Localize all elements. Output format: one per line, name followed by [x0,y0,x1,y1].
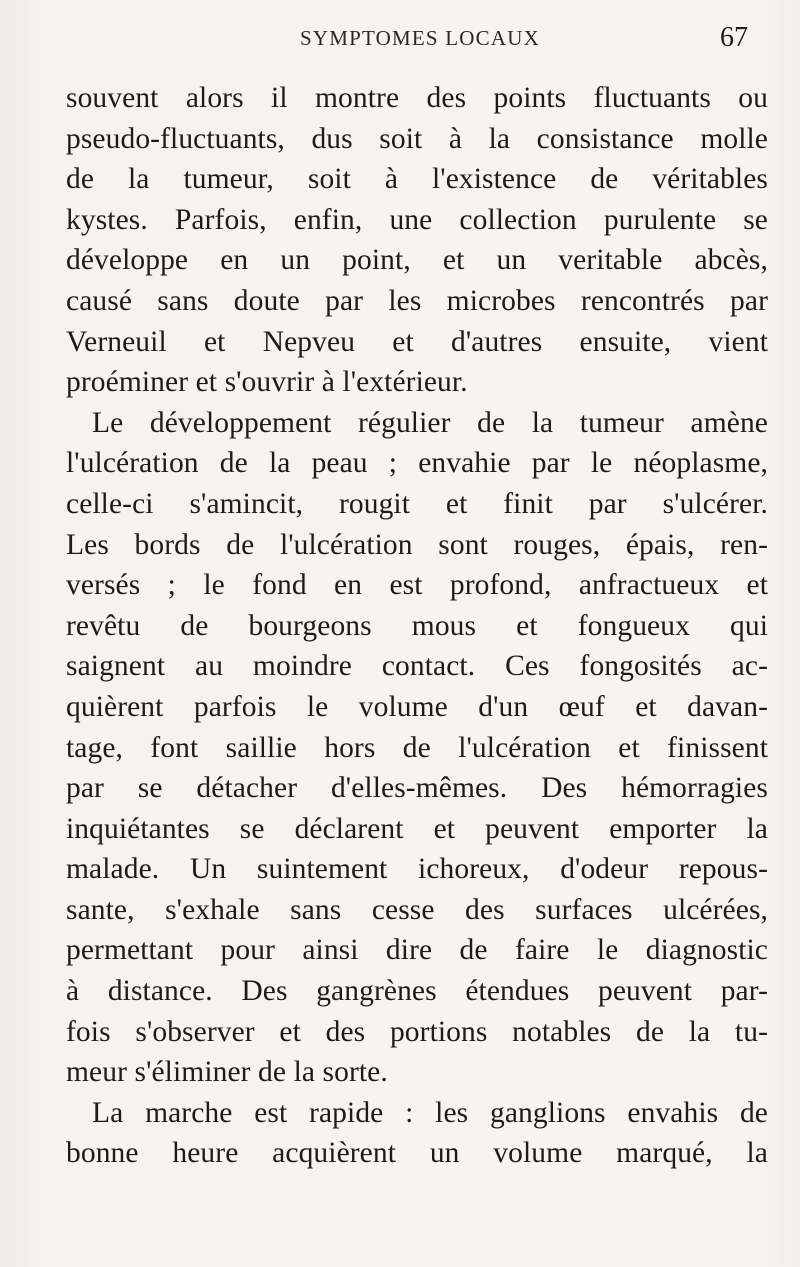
text-line: par se détacher d'elles-mêmes. Des hémorragies [66,772,768,805]
body-text [66,78,768,1174]
text-line: kystes. Parfois, enfin, une collection purulente se [66,203,768,236]
page-header [0,22,800,56]
text-line: versés ; le fond en est profond, anfractueux et [66,569,768,602]
text-line: de la tumeur, soit à l'existence de véritables [66,163,768,196]
text-line: malade. Un suintement ichoreux, d'odeur repous- [66,853,768,886]
text-line: souvent alors il montre des points fluctuants ou [66,82,768,114]
text-line: revêtu de bourgeons mous et fongueux qui [66,609,768,642]
text-line: sante, s'exhale sans cesse des surfaces ulcérées, [66,893,768,926]
paragraph-start-line: La marche est rapide : les ganglions envahis de [92,1096,768,1129]
text-line: celle-ci s'amincit, rougit et finit par s'ulcérer. [66,487,768,520]
text-line: meur s'éliminer de la sorte. [66,1056,388,1089]
text-line: Verneuil et Nepveu et d'autres ensuite, vient [66,325,768,358]
text-line: pseudo-fluctuants, dus soit à la consistance molle [66,122,768,155]
page-number: 67 [720,22,748,53]
text-line: proéminer et s'ouvrir à l'extérieur. [66,366,468,399]
text-line: Les bords de l'ulcération sont rouges, épais, ren- [66,528,768,561]
text-line: développe en un point, et un veritable abcès, [66,244,768,277]
text-line: saignent au moindre contact. Ces fongosités ac- [66,650,768,683]
paragraph-start-line: Le développement régulier de la tumeur amène [92,406,768,439]
running-head: SYMPTOMES LOCAUX [300,26,540,50]
text-line: causé sans doute par les microbes rencontrés par [66,284,768,317]
text-line: inquiétantes se déclarent et peuvent emporter la [66,812,768,845]
text-line: permettant pour ainsi dire de faire le diagnostic [66,934,768,967]
text-line: tage, font saillie hors de l'ulcération et finissent [66,731,768,764]
text-line: quièrent parfois le volume d'un œuf et davan- [66,690,768,723]
text-line: l'ulcération de la peau ; envahie par le néoplasme, [66,447,768,480]
text-line: bonne heure acquièrent un volume marqué, la [66,1137,768,1170]
text-line: fois s'observer et des portions notables de la tu- [66,1015,768,1048]
text-line: à distance. Des gangrènes étendues peuvent par- [66,975,768,1008]
